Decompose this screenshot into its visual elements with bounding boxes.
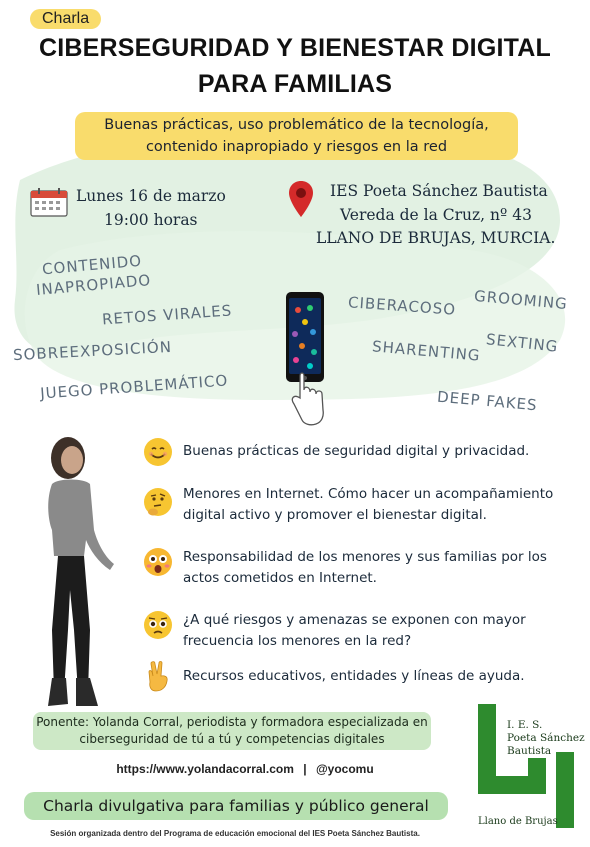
logo-line-1: I. E. S. [507,719,543,731]
speaker-box [33,712,431,750]
smartphone-illustration [280,290,330,430]
speaker-line-1: Ponente: Yolanda Corral, periodista y formadora especializada en [36,715,428,729]
page-title-line-2: PARA FAMILIAS [197,70,393,98]
subtitle [75,112,518,160]
bullet-text-2-line-2: digital activo y promover el bienestar digital. [183,507,487,523]
bullet-text-3-line-1: Responsabilidad de los menores y sus familias por los [183,549,547,565]
bullet-text-4-line-1: ¿A qué riesgos y amenazas se exponen con mayor [183,612,526,628]
link-separator: | [303,762,307,776]
logo-line-3: Bautista [507,745,552,757]
bullet-text-2 [183,484,573,526]
subtitle-line-1: Buenas prácticas, uso problemático de la tecnología, [104,117,489,133]
pleading-face-icon [143,610,173,640]
keyword-juego-problematico: JUEGO PROBLEMÁTICO [39,371,229,403]
footer-note: Sesión organizada dentro del Programa de educación emocional del IES Poeta Sánchez Bautista. [50,829,420,838]
page-title-line-1: CIBERSEGURIDAD Y BIENESTAR DIGITAL [39,34,551,62]
venue-street: Vereda de la Cruz, nº 43 [340,206,532,224]
social-handle-link[interactable]: @yocomu [315,762,374,776]
venue-city: LLANO DE BRUJAS, MURCIA. [316,229,556,247]
bullet-text-3-line-2: actos cometidos en Internet. [183,570,377,586]
keyword-ciberacoso: CIBERACOSO [347,293,457,319]
speaker-photo [28,430,138,712]
speaker-line-2: ciberseguridad de tú a tú y competencias digitales [79,732,385,746]
bullet-text-1: Buenas prácticas de seguridad digital y privacidad. [183,443,530,459]
map-pin-icon [288,180,314,218]
keyword-grooming: GROOMING [473,286,569,314]
thinking-face-icon [143,487,173,517]
contact-links [80,762,410,776]
keyword-sexting: SEXTING [485,330,560,356]
event-time: 19:00 horas [104,211,198,229]
talk-tag: Charla [30,9,101,29]
keyword-deep-fakes: DEEP FAKES [436,387,539,415]
surprised-face-icon [143,547,173,577]
bullet-text-5: Recursos educativos, entidades y líneas de ayuda. [183,668,525,684]
website-link[interactable]: https://www.yolandacorral.com [116,762,294,776]
victory-hand-icon [146,660,172,692]
venue-name: IES Poeta Sánchez Bautista [330,182,548,200]
calendar-icon [30,187,68,217]
bullet-text-2-line-1: Menores en Internet. Cómo hacer un acompañamiento [183,486,554,502]
keyword-contenido: CONTENIDO [41,251,143,279]
logo-line-4: Llano de Brujas [478,816,558,827]
logo-line-2: Poeta Sánchez [507,732,585,744]
event-date: Lunes 16 de marzo [76,187,226,205]
keyword-retos-virales: RETOS VIRALES [101,301,233,329]
keyword-inapropiado: INAPROPIADO [35,271,152,299]
bullet-text-3 [183,547,573,589]
keyword-sharenting: SHARENTING [371,337,482,365]
bullet-text-4 [183,610,573,652]
audience-banner: Charla divulgativa para familias y público general [24,792,448,820]
bullet-text-4-line-2: frecuencia los menores en la red? [183,633,412,649]
keyword-sobreexposicion: SOBREEXPOSICIÓN [12,337,173,365]
smiling-face-icon [143,437,173,467]
subtitle-line-2: contenido inapropiado y riesgos en la red [145,139,448,155]
